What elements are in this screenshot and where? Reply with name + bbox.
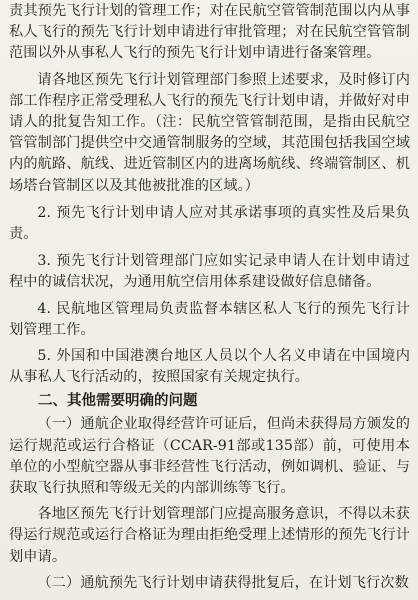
paragraph-9: （二）通航预先飞行计划申请获得批复后，在计划飞行次数 (37, 574, 409, 591)
paragraph-6: 5. 外国和中国港澳台地区人员以个人名义申请在中国境内从事私人飞行活动的，按照国家有关规定执行。 (9, 348, 410, 386)
paragraph-2: 请各地区预先飞行计划管理部门参照上述要求，及时修订内部工作程序正常受理私人飞行的预先飞行计划申请，并做好对申请人的批复告知工作。（注：民航空管管制范围，是指由民航空管管制部门提供空中交通管制服务的空域，其范围包括我国空域内的航路、航线、进近管制区内的进离场航线、终端管制区、机场塔台管制区以及其他被批准的区域。） (9, 71, 410, 194)
section-heading: 二、其他需要明确的问题 (38, 393, 198, 410)
paragraph-7: （一）通航企业取得经营许可证后，但尚未获得局方颁发的运行规范或运行合格证（CCAR-91部或135部）前，可使用本单位的小型航空器从事非经营性飞行活动，例如调机、验证、与获取飞行执照和等级无关的内部训练等飞行。 (9, 416, 410, 497)
paragraph-3: 2. 预先飞行计划申请人应对其承诺事项的真实性及后果负责。 (9, 204, 410, 243)
paragraph-1: 责其预先飞行计划的管理工作；对在民航空管管制范围以内从事私人飞行的预先飞行计划申请进行审批管理；对在民航空管管制范围以外从事私人飞行的预先飞行计划申请进行备案管理。 (9, 3, 410, 62)
paragraph-8: 各地区预先飞行计划管理部门应提高服务意识，不得以未获得运行规范或运行合格证为理由拒绝受理上述情形的预先飞行计划申请。 (9, 506, 410, 565)
paragraph-5: 4. 民航地区管理局负责监督本辖区私人飞行的预先飞行计划管理工作。 (9, 300, 410, 338)
paragraph-4: 3. 预先飞行计划管理部门应如实记录申请人在计划申请过程中的诚信状况，为通用航空信用体系建设做好信息储备。 (9, 253, 410, 291)
